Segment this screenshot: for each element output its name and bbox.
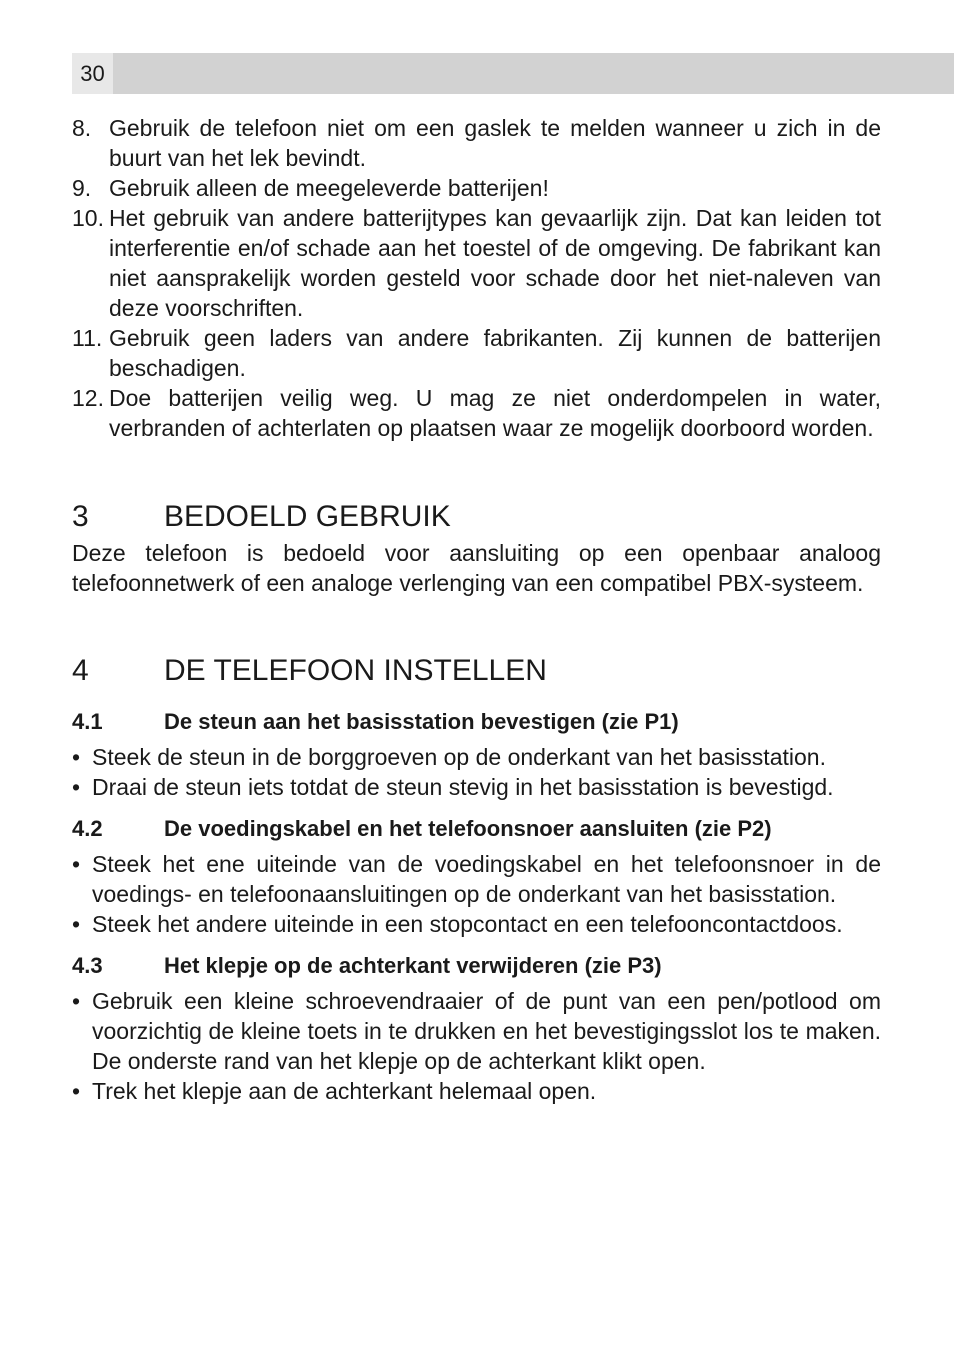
bullet-text: Steek het andere uiteinde in een stopcontact en een telefooncontactdoos.: [92, 911, 843, 937]
bullet-text: Trek het klepje aan de achterkant helemaal open.: [92, 1078, 597, 1104]
list-item: [72, 113, 881, 173]
subsection-number: 4.1: [72, 709, 103, 734]
subsection-title: De voedingskabel en het telefoonsnoer aansluiten (zie P2): [164, 816, 772, 841]
section-4-heading: [72, 653, 881, 689]
page-content: [72, 113, 881, 1106]
bullet-icon: •: [72, 851, 81, 877]
bullet-item: [72, 986, 881, 1076]
bullet-text: Draai de steun iets totdat de steun stevig in het basisstation is bevestigd.: [92, 774, 834, 800]
subsection-4-3-bullets: [72, 986, 881, 1106]
bullet-text: Gebruik een kleine schroevendraaier of de punt van een pen/potlood om voorzichtig de kleine toets in te drukken en het bevestigingsslot los te maken. De onderste rand van het klepje op de achterkant klikt open.: [92, 988, 881, 1074]
subsection-number: 4.2: [72, 816, 103, 841]
list-item: [72, 173, 881, 203]
list-item: [72, 203, 881, 323]
subsection-4-3-heading: [72, 951, 881, 981]
bullet-item: [72, 772, 881, 802]
bullet-icon: •: [72, 744, 81, 770]
list-item-text: Gebruik alleen de meegeleverde batterijen!: [109, 175, 549, 201]
bullet-item: [72, 909, 881, 939]
section-3-paragraph: Deze telefoon is bedoeld voor aansluiting op een openbaar analoog telefoonnetwerk of een analoge verlenging van een compatibel PBX-systeem.: [72, 540, 881, 596]
list-item-text: Doe batterijen veilig weg. U mag ze niet onderdompelen in water, verbranden of achterlaten op plaatsen waar ze mogelijk doorboord worden.: [109, 385, 881, 441]
bullet-icon: •: [72, 774, 81, 800]
list-item: [72, 323, 881, 383]
subsection-4-1-bullets: [72, 742, 881, 802]
bullet-icon: •: [72, 988, 81, 1014]
section-number: 3: [72, 500, 89, 533]
list-item-text: Het gebruik van andere batterijtypes kan gevaarlijk zijn. Dat kan leiden tot interferentie en/of schade aan het toestel of de omgeving. De fabrikant kan niet aansprakelijk worden gesteld voor schade door het niet-naleven van deze voorschriften.: [109, 205, 881, 321]
page-number: 30: [72, 53, 113, 94]
section-title: DE TELEFOON INSTELLEN: [164, 654, 547, 687]
bullet-text: Steek het ene uiteinde van de voedingskabel en het telefoonsnoer in de voedings- en telefoonaansluitingen op de onderkant van het basisstation.: [92, 851, 881, 907]
list-item-number: 11.: [72, 325, 103, 351]
bullet-item: [72, 1076, 881, 1106]
bullet-icon: •: [72, 1078, 81, 1104]
subsection-4-2-heading: [72, 814, 881, 844]
list-item-number: 12.: [72, 385, 104, 411]
bullet-icon: •: [72, 911, 81, 937]
page-header-bar: [72, 53, 954, 94]
subsection-4-2-bullets: [72, 849, 881, 939]
subsection-title: Het klepje op de achterkant verwijderen (zie P3): [164, 953, 662, 978]
subsection-number: 4.3: [72, 953, 103, 978]
list-item: [72, 383, 881, 443]
list-item-number: 9.: [72, 175, 92, 201]
list-item-number: 10.: [72, 205, 104, 231]
safety-list: [72, 113, 881, 443]
list-item-text: Gebruik geen laders van andere fabrikanten. Zij kunnen de batterijen beschadigen.: [109, 325, 881, 381]
subsection-4-1-heading: [72, 707, 881, 737]
list-item-text: Gebruik de telefoon niet om een gaslek te melden wanneer u zich in de buurt van het lek bevindt.: [109, 115, 881, 171]
list-item-number: 8.: [72, 115, 92, 141]
section-title: BEDOELD GEBRUIK: [164, 500, 451, 533]
subsection-title: De steun aan het basisstation bevestigen (zie P1): [164, 709, 679, 734]
section-3-heading: [72, 499, 881, 535]
bullet-item: [72, 742, 881, 772]
bullet-text: Steek de steun in de borggroeven op de onderkant van het basisstation.: [92, 744, 826, 770]
section-number: 4: [72, 654, 89, 687]
bullet-item: [72, 849, 881, 909]
